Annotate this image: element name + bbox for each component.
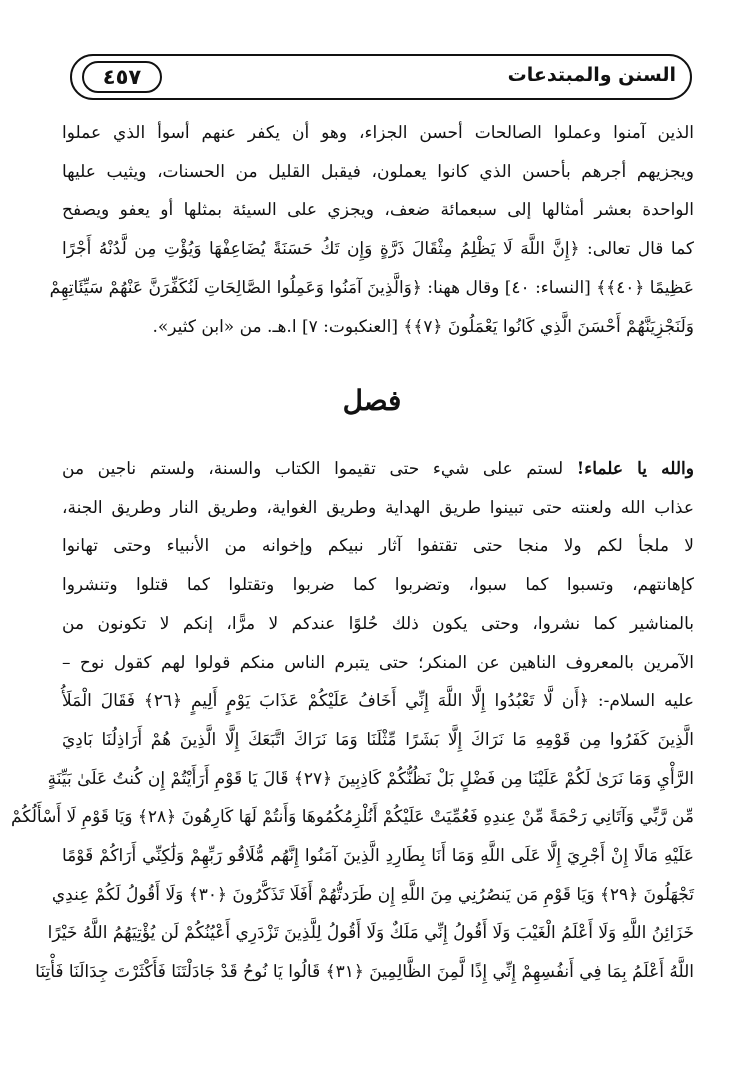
paragraph-1 <box>49 114 694 346</box>
text-line: الذين آمنوا وعملوا الصالحات أحسن الجزاء، وهو أن يكفر عنهم أسوأ الذي عملوا <box>62 123 694 143</box>
text-line: الآمرين بالمعروف الناهين عن المنكر؛ حتى يتبرم الناس منكم قولوا لهم كقول نوح – <box>62 652 694 673</box>
text-line: الرَّأْيِ وَمَا نَرَىٰ لَكُمْ عَلَيْنَا مِن فَضْلٍ بَلْ نَظُنُّكُمْ كَاذِبِينَ ﴿٢٧﴾ قَالَ يَا قَوْمِ أَرَأَيْتُمْ إِن كُنتُ عَلَىٰ بَيِّنَةٍ <box>47 768 694 789</box>
text-line: الواحدة بعشر أمثالها إلى سبعمائة ضعف، ويجزي على السيئة بمثلها أو يعفو ويصفح <box>62 200 694 221</box>
text-line: لا ملجأ لكم ولا منجا حتى تقتفوا آثار نبيكم وإخوانه من الأنبياء وحتى تهانوا <box>62 536 694 557</box>
text-line: عَظِيمًا ﴿٤٠﴾﴾ [النساء: ٤٠] وقال ههنا: ﴿وَالَّذِينَ آمَنُوا وَعَمِلُوا الصَّالِحَاتِ لَنُكَفِّرَنَّ عَنْهُمْ سَيِّئَاتِهِمْ <box>49 277 694 298</box>
text-line: الَّذِينَ كَفَرُوا مِن قَوْمِهِ مَا نَرَاكَ إِلَّا بَشَرًا مِّثْلَنَا وَمَا نَرَاكَ اتَّبَعَكَ إِلَّا الَّذِينَ هُمْ أَرَاذِلُنَا بَادِيَ <box>62 729 694 750</box>
header-title: السنن والمبتدعات <box>507 64 676 86</box>
lead-phrase: والله يا علماء! <box>576 459 694 479</box>
text-line: تَجْهَلُونَ ﴿٢٩﴾ وَيَا قَوْمِ مَن يَنصُرُنِي مِنَ اللَّهِ إِن طَرَدتُّهُمْ أَفَلَا تَذَكَّرُونَ ﴿٣٠﴾ وَلَا أَقُولُ لَكُمْ عِندِي <box>51 884 694 905</box>
text-line: اللَّهُ أَعْلَمُ بِمَا فِي أَنفُسِهِمْ إِنِّي إِذًا لَّمِنَ الظَّالِمِينَ ﴿٣١﴾ قَالُوا يَا نُوحُ قَدْ جَادَلْتَنَا فَأَكْثَرْتَ جِدَالَنَا فَأْتِنَا <box>35 962 694 983</box>
text-line: عليه السلام-: ﴿أَن لَّا تَعْبُدُوا إِلَّا اللَّهَ إِنِّي أَخَافُ عَلَيْكُمْ عَذَابَ يَوْمٍ أَلِيمٍ ﴿٢٦﴾ فَقَالَ الْمَلَأُ <box>62 691 694 712</box>
running-header <box>70 54 692 100</box>
text-line: خَزَائِنُ اللَّهِ وَلَا أَعْلَمُ الْغَيْبَ وَلَا أَقُولُ إِنِّي مَلَكٌ وَلَا أَقُولُ لِلَّذِينَ تَزْدَرِي أَعْيُنُكُمْ لَن يُؤْتِيَهُمُ اللَّهُ خَيْرًا <box>47 923 694 944</box>
text-line: كما قال تعالى: ﴿إِنَّ اللَّهَ لَا يَظْلِمُ مِثْقَالَ ذَرَّةٍ وَإِن تَكُ حَسَنَةً يُضَاعِفْهَا وَيُؤْتِ مِن لَّدُنْهُ أَجْرًا <box>62 239 694 260</box>
text-line: وَلَنَجْزِيَنَّهُمْ أَحْسَنَ الَّذِي كَانُوا يَعْمَلُونَ ﴿٧﴾﴾ [العنكبوت: ٧] ا.هـ. من «ابن كثير». <box>152 316 694 337</box>
text-line: بالمناشير كما نشروا، وحتى يكون ذلك حُلوًا عندكم لا مرًّا، إنكم لا تكونون من <box>62 613 694 634</box>
text-line: ويجزيهم أجرهم بأحسن الذي كانوا يعملون، فيقبل القليل من الحسنات، ويثيب عليها <box>62 161 694 182</box>
text-line: عَلَيْهِ مَالًا إِنْ أَجْرِيَ إِلَّا عَلَى اللَّهِ وَمَا أَنَا بِطَارِدِ الَّذِينَ آمَنُوا إِنَّهُم مُّلَاقُو رَبِّهِمْ وَلَٰكِنِّي أَرَاكُمْ قَوْمًا <box>62 846 694 867</box>
section-title: فصل <box>342 384 402 417</box>
page-number: ٤٥٧ <box>82 61 162 93</box>
paragraph-2 <box>11 450 694 992</box>
text-line: مِّن رَّبِّي وَآتَانِي رَحْمَةً مِّنْ عِندِهِ فَعُمِّيَتْ عَلَيْكُمْ أَنُلْزِمُكُمُوهَا وَأَنتُمْ لَهَا كَارِهُونَ ﴿٢٨﴾ وَيَا قَوْمِ لَا أَسْأَلُكُمْ <box>11 807 694 828</box>
text-line: كإهانتهم، وتسبوا كما سبوا، وتضربوا كما ضربوا وتقتلوا كما قتلوا وتنشروا <box>62 575 694 596</box>
text-line-lead <box>62 450 694 489</box>
text-line: لستم على شيء حتى تقيموا الكتاب والسنة، ولستم ناجين من <box>62 459 564 479</box>
text-line: عذاب الله ولعنته حتى تبينوا طريق الهداية وطريق الغواية، وطريق النار وطريق الجنة، <box>62 497 694 518</box>
